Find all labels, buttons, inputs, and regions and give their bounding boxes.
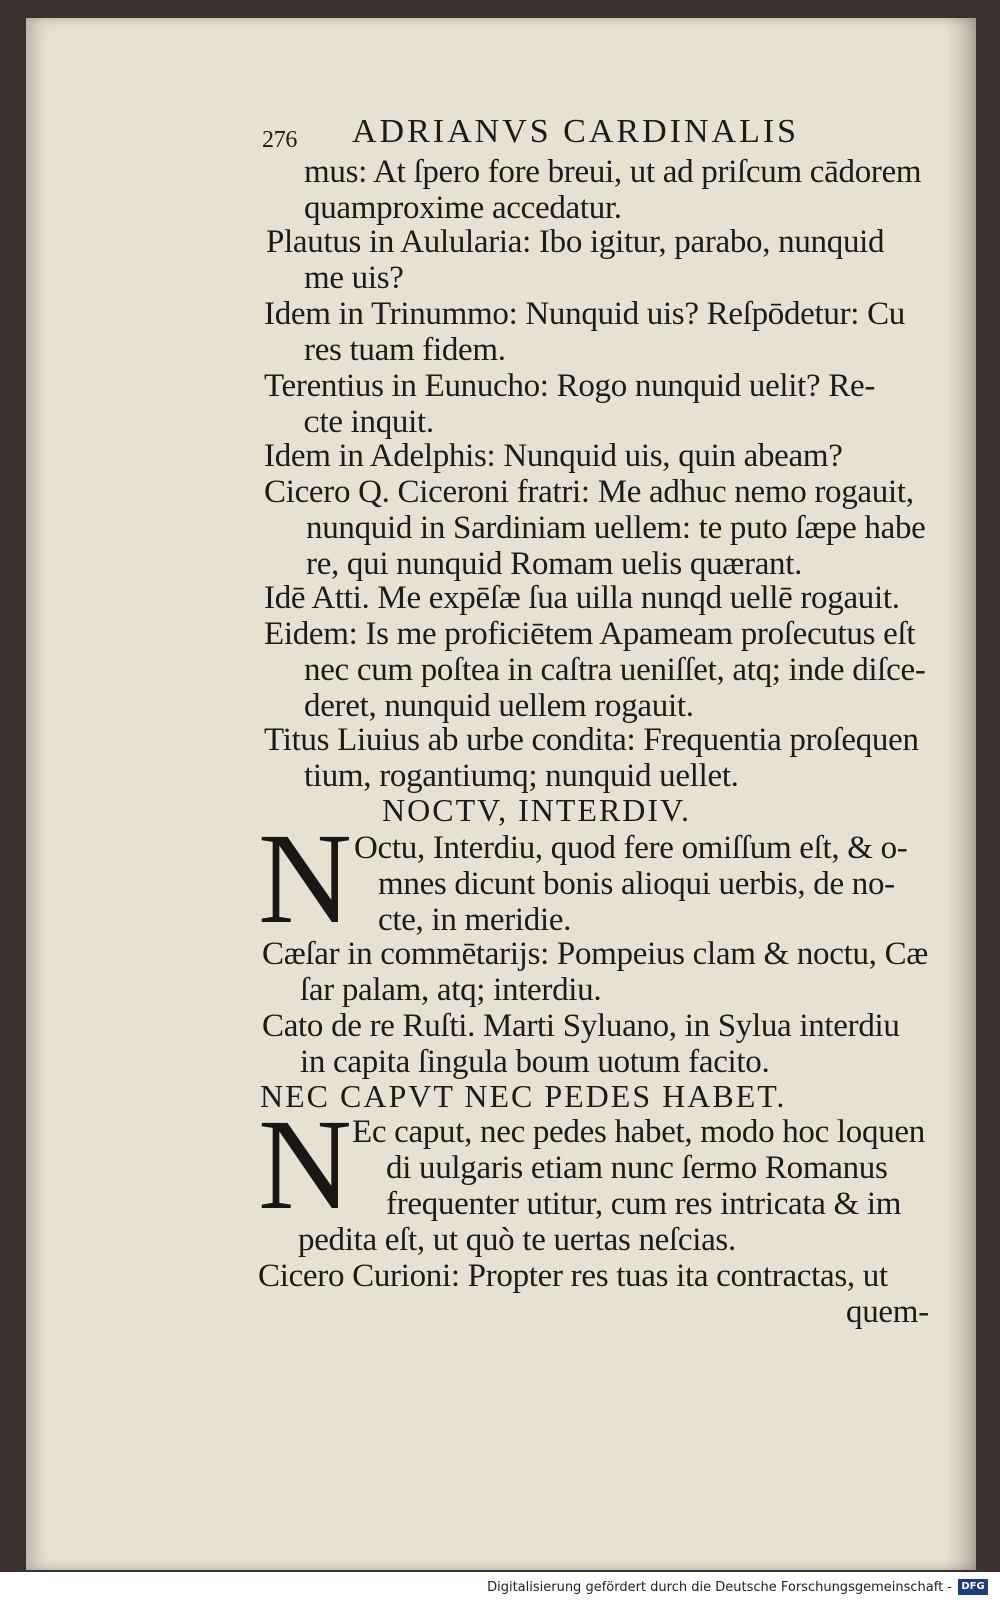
text-line: tium, rogantiumq; nunquid uellet.: [304, 758, 739, 794]
text-line: Titus Liuius ab urbe condita: Frequentia proſequen: [264, 722, 919, 758]
text-line: quem-: [846, 1294, 929, 1330]
text-line: Idē Atti. Me expēſæ ſua uilla nunqd uellē rogauit.: [264, 580, 900, 616]
text-line: Cato de re Ruſti. Marti Syluano, in Sylua interdiu: [262, 1008, 900, 1044]
text-line: Idem in Trinummo: Nunquid uis? Reſpōdetur: Cu: [264, 296, 906, 332]
text-line: di uulgaris etiam nunc ſermo Romanus: [386, 1150, 888, 1186]
footer-credit: Digitalisierung gefördert durch die Deutsche Forschungsgemeinschaft -: [487, 1580, 952, 1595]
text-line: Idem in Adelphis: Nunquid uis, quin abeam?: [264, 438, 843, 474]
drop-capital: N: [258, 1093, 352, 1237]
running-title: ADRIANVS CARDINALIS: [352, 113, 800, 150]
text-line: cte, in meridie.: [378, 902, 572, 938]
text-line: deret, nunquid uellem rogauit.: [304, 688, 694, 724]
text-line: quamproxime accedatur.: [304, 190, 622, 226]
text-line: re, qui nunquid Romam uelis quærant.: [306, 546, 803, 582]
text-line: nec cum poſtea in caſtra ueniſſet, atq; inde diſce-: [304, 652, 926, 688]
text-line: Octu, Interdiu, quod fere omiſſum eſt, & o-: [354, 830, 908, 866]
section-heading: NOCTV, INTERDIV.: [382, 792, 692, 828]
text-line: pedita eſt, ut quò te uertas neſcias.: [298, 1222, 736, 1258]
page-number: 276: [262, 127, 298, 153]
section-heading: NEC CAPVT NEC PEDES HABET.: [260, 1078, 787, 1114]
text-line: Cicero Q. Ciceroni fratri: Me adhuc nemo rogauit,: [264, 474, 914, 510]
text-line: mus: At ſpero fore breui, ut ad priſcum cādorem: [304, 154, 922, 190]
text-line: in capita ſingula boum uotum facito.: [300, 1044, 770, 1080]
text-line: mnes dicunt bonis alioqui uerbis, de no-: [378, 866, 895, 902]
dfg-logo: DFG: [958, 1579, 988, 1595]
text-line: Plautus in Aulularia: Ibo igitur, parabo, nunquid: [266, 224, 885, 260]
text-line: Terentius in Eunucho: Rogo nunquid uelit? Re-: [264, 368, 876, 404]
text-line: Cæſar in commētarijs: Pompeius clam & noctu, Cæ: [262, 936, 928, 972]
text-line: Ec caput, nec pedes habet, modo hoc loquen: [352, 1114, 925, 1150]
text-line: Eidem: Is me proficiētem Apameam proſecutus eſt: [264, 616, 916, 652]
text-line: res tuam fidem.: [304, 332, 506, 368]
book-page: [26, 18, 976, 1570]
text-line: ᴄte inquit.: [304, 404, 434, 440]
text-line: nunquid in Sardiniam uellem: te puto ſæpe habe: [306, 510, 926, 546]
text-line: Cicero Curioni: Propter res tuas ita contractas, ut: [258, 1258, 888, 1294]
text-line: ſar palam, atq; interdiu.: [300, 972, 602, 1008]
drop-capital: N: [258, 807, 352, 951]
text-line: me uis?: [304, 260, 404, 296]
text-line: frequenter utitur, cum res intricata & im: [386, 1186, 902, 1222]
